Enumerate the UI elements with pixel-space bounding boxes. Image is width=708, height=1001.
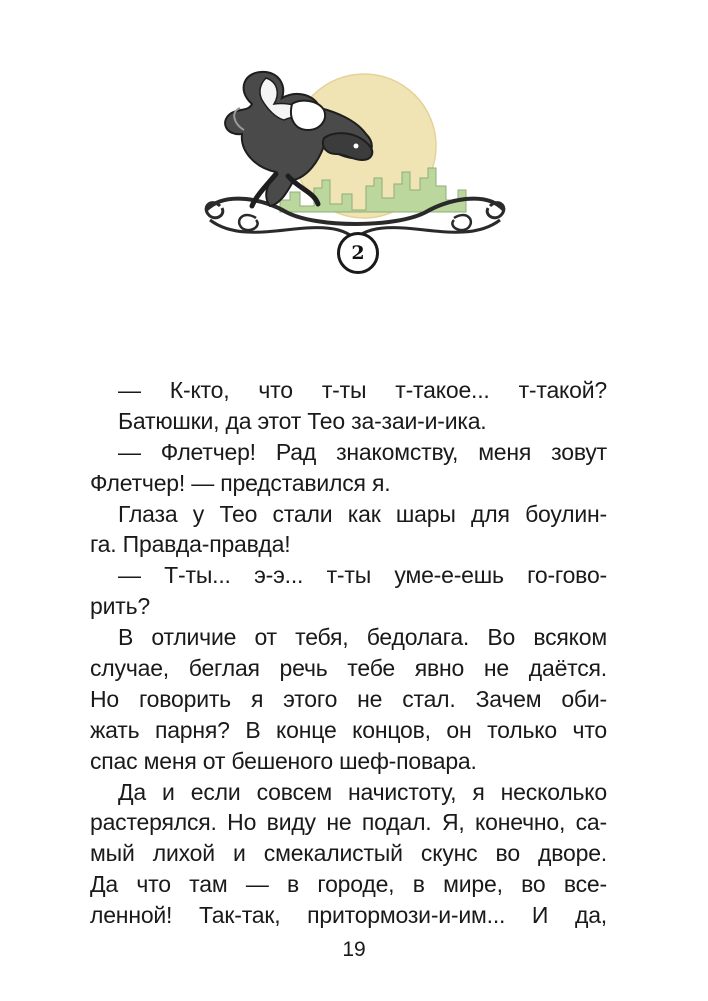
chapter-number: 2	[351, 242, 365, 264]
text-line: случае, беглая речь тебе явно не даётся.	[90, 655, 607, 682]
chapter-number-badge	[337, 232, 379, 274]
text-line: жать парня? В конце концов, он только что	[90, 716, 607, 743]
page-number: 19	[342, 938, 366, 961]
text-line: рить?	[90, 593, 150, 620]
text-line: га. Правда-правда!	[90, 531, 291, 558]
text-line: Глаза у Тео стали как шары для боулин-	[118, 500, 607, 527]
text-line: Флетчер! — представился я.	[90, 469, 391, 496]
text-line: Но говорить я этого не стал. Зачем оби-	[90, 685, 607, 712]
text-line: — Флетчер! Рад знакомству, меня зовут	[118, 438, 607, 465]
text-line: — К-кто, что т-ты т-такое... т-такой?	[118, 377, 607, 403]
text-line: Да что там — в городе, в мире, во все-	[90, 871, 607, 898]
body-text	[90, 375, 607, 931]
text-line: Батюшки, да этот Тео за-заи-и-ика.	[118, 407, 487, 434]
text-line: мый лихой и смекалистый скунс во дворе.	[90, 840, 607, 867]
text-line: — Т-ты... э-э... т-ты уме-е-ешь го-гово-	[118, 562, 607, 589]
text-line: ленной! Так-так, притормози-и-им... И да,	[90, 902, 607, 929]
text-line: растерялся. Но виду не подал. Я, конечно, са-	[90, 809, 607, 836]
text-line: Да и если совсем начистоту, я несколько	[118, 778, 607, 805]
text-line: спас меня от бешеного шеф-повара.	[90, 747, 477, 774]
text-line: В отличие от тебя, бедолага. Во всяком	[118, 624, 607, 651]
